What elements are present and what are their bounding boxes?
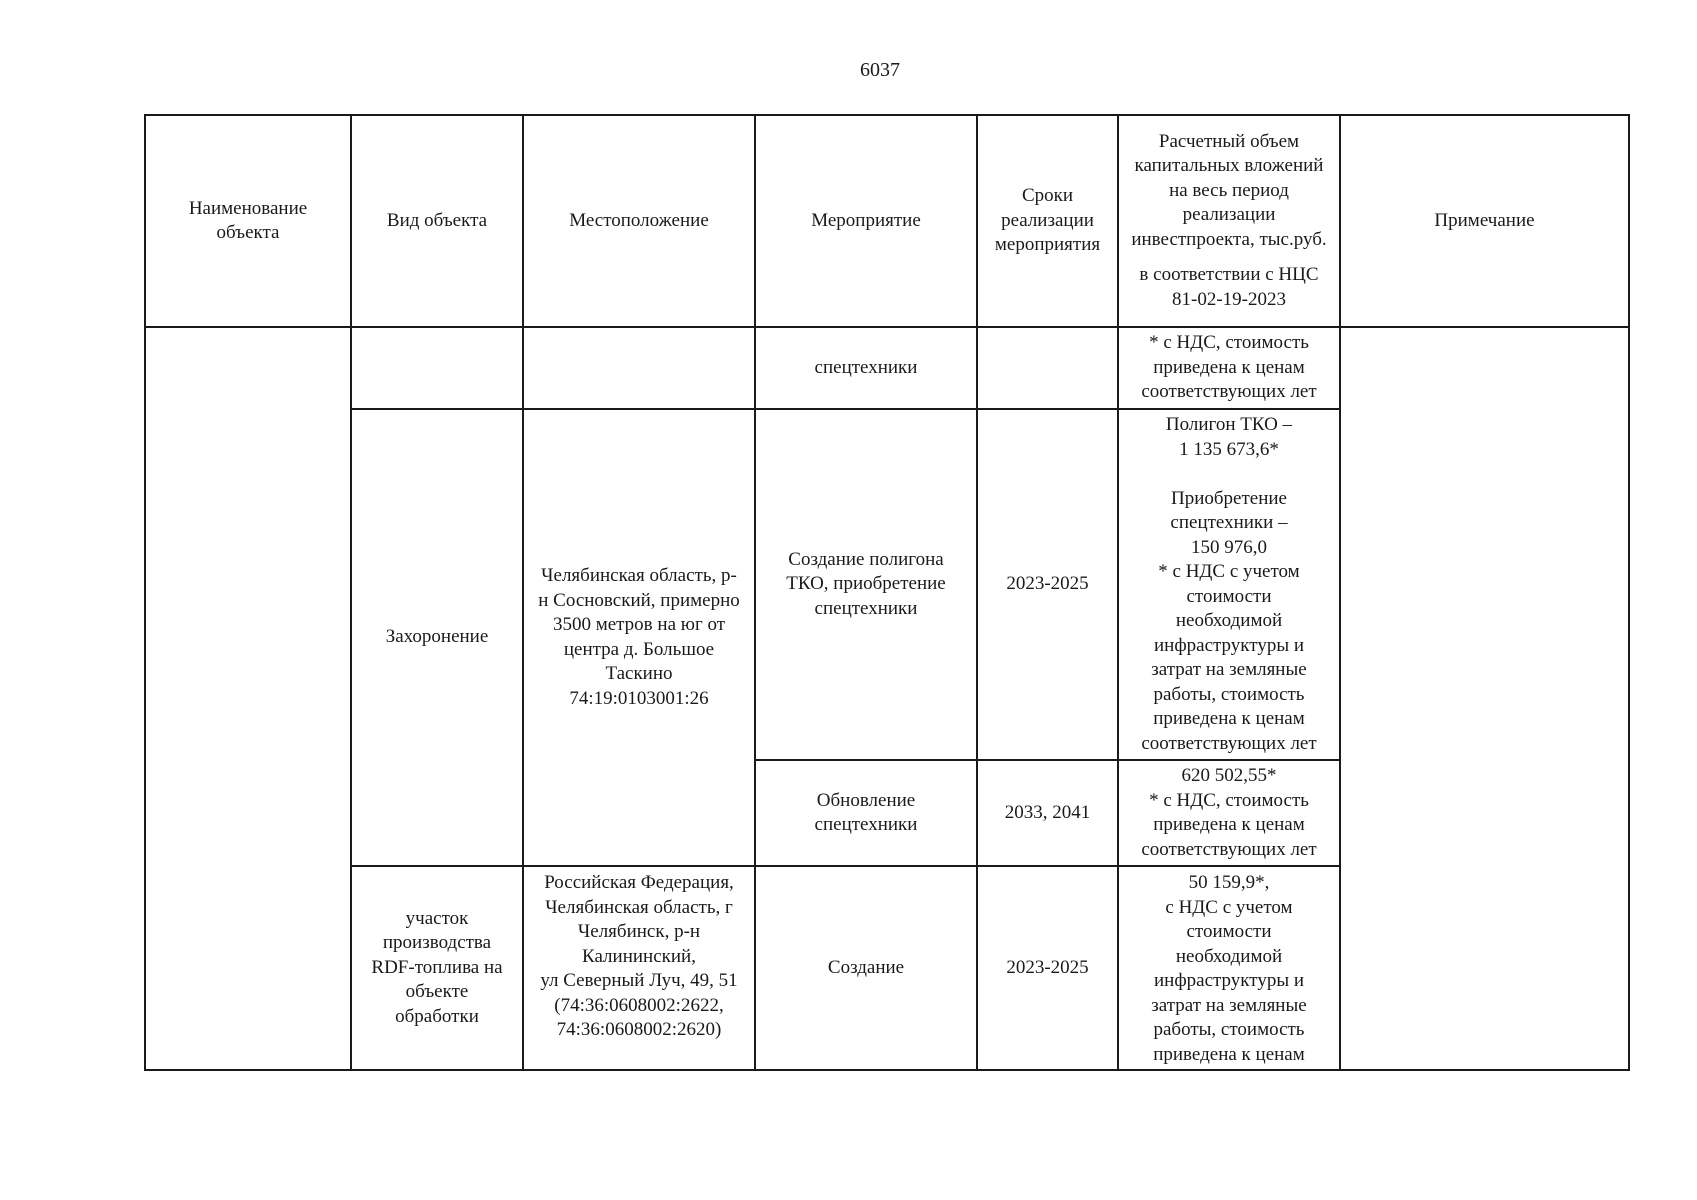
volume-text: Полигон ТКО – 1 135 673,6* Приобретение спецтехники – 150 976,0 * с НДС с учетом стоимости необходимой инфраструктуры и затрат на земляные работы, стоимость приведена к ценам соответствующих лет: [1141, 414, 1317, 754]
table-row: [145, 327, 1629, 409]
measure-text: Создание: [827, 956, 905, 978]
header-type-cell: [351, 115, 523, 327]
measure-cell: [755, 866, 977, 1070]
object-name-cell: [145, 327, 351, 1070]
terms-text: 2033, 2041: [1004, 801, 1091, 823]
header-type: Вид объекта: [386, 209, 488, 231]
table-header-row: [145, 115, 1629, 327]
measure-text: спецтехники: [814, 356, 918, 378]
location-text: Челябинская область, р- н Сосновский, примерно 3500 метров на юг от центра д. Большое Таскино 74:19:0103001:26: [538, 565, 740, 709]
header-name-cell: [145, 115, 351, 327]
terms-text: 2023-2025: [1006, 956, 1089, 978]
measure-cell: [755, 327, 977, 409]
header-measure: Мероприятие: [811, 209, 921, 231]
terms-text: 2023-2025: [1006, 573, 1089, 595]
object-type-cell: [351, 409, 523, 866]
terms-cell: [977, 409, 1118, 760]
object-type-text: участок производства RDF-топлива на объекте обработки: [371, 907, 503, 1027]
header-measure-cell: [755, 115, 977, 327]
remark-cell: [1340, 327, 1629, 1070]
header-volume: Расчетный объем капитальных вложений на весь период реализации инвестпроекта, тыс.руб.: [1131, 130, 1327, 250]
volume-cell: [1118, 760, 1340, 866]
measure-cell: [755, 760, 977, 866]
location-cell: [523, 409, 755, 866]
header-terms: Сроки реализации мероприятия: [994, 185, 1101, 256]
object-type-cell: [351, 327, 523, 409]
terms-cell: [977, 866, 1118, 1070]
volume-text: 620 502,55* * с НДС, стоимость приведена к ценам соответствующих лет: [1141, 765, 1317, 860]
measure-cell: [755, 409, 977, 760]
volume-text: * с НДС, стоимость приведена к ценам соответствующих лет: [1141, 332, 1317, 403]
investment-table: [144, 114, 1630, 1071]
location-text: Российская Федерация, Челябинская область, г Челябинск, р-н Калининский, ул Северный Луч, 49, 51 (74:36:0608002:2622, 74:36:0608002:2620): [540, 872, 738, 1040]
volume-text: 50 159,9*, с НДС с учетом стоимости необходимой инфраструктуры и затрат на земляные работы, стоимость приведена к ценам: [1151, 872, 1307, 1065]
header-terms-cell: [977, 115, 1118, 327]
header-location-cell: [523, 115, 755, 327]
header-name: Наименование объекта: [188, 197, 308, 243]
object-type-text: Захоронение: [385, 626, 489, 648]
terms-cell: [977, 760, 1118, 866]
object-type-cell: [351, 866, 523, 1070]
page-number: 6037: [860, 59, 900, 81]
volume-cell: [1118, 409, 1340, 760]
header-volume-cell: [1118, 115, 1340, 327]
measure-text: Обновление спецтехники: [814, 789, 918, 835]
measure-text: Создание полигона ТКО, приобретение спецтехники: [786, 548, 946, 619]
location-cell: [523, 327, 755, 409]
location-cell: [523, 866, 755, 1070]
volume-cell: [1118, 866, 1340, 1070]
header-volume-note: в соответствии с НЦС 81-02-19-2023: [1139, 264, 1319, 310]
header-remark: Примечание: [1434, 209, 1535, 231]
volume-cell: [1118, 327, 1340, 409]
header-location: Местоположение: [569, 209, 709, 231]
header-remark-cell: [1340, 115, 1629, 327]
terms-cell: [977, 327, 1118, 409]
